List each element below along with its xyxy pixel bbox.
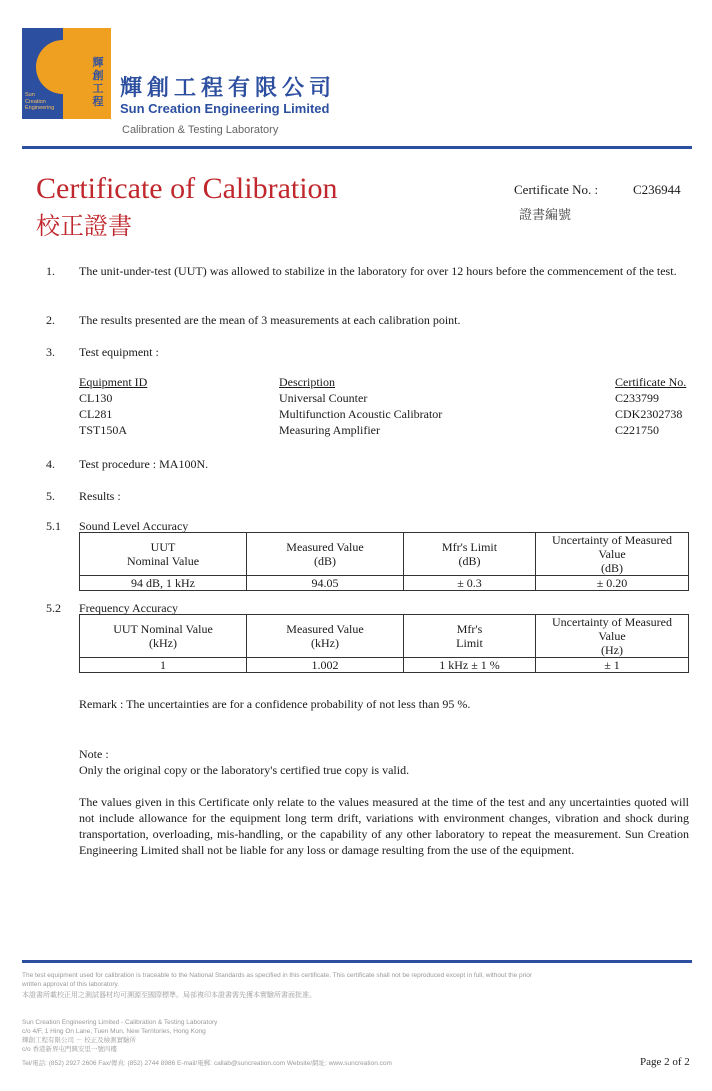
certificate-no-value: C236944	[633, 182, 681, 197]
equipment-id-header: Equipment ID	[79, 375, 148, 389]
header-cell: Mfr's Limit	[404, 615, 536, 658]
logo-caption: Sun Creation Engineering	[25, 92, 55, 111]
certificate-title-cn: 校正證書	[36, 212, 132, 240]
table-cell: 1.002	[247, 658, 404, 673]
table-cell: 1	[80, 658, 247, 673]
section-5-2-number: 5.2	[46, 601, 61, 615]
header-cell: Uncertainty of Measured Value (Hz)	[536, 615, 689, 658]
item-2-text: The results presented are the mean of 3 measurements at each calibration point.	[79, 313, 461, 327]
frequency-table	[79, 614, 689, 673]
note-paragraph: The values given in this Certificate only relate to the values measured at the time of the test and any uncertainties quoted will not include allowance for the equipment long term drift, variations with environment changes, vibration and shock during transportation, overloading, mis-handling, or the capability of any other laboratory to repeat the measurement. Sun Creation Engineering Limited shall not be liable for any loss or damage resulting from the use of the equipment.	[79, 795, 689, 857]
note-line: Only the original copy or the laboratory's certified true copy is valid.	[79, 763, 410, 777]
footer-disclaimer-1: The test equipment used for calibration is traceable to the National Standards as specified in this certificate. This certificate shall not be reproduced except in full, without the prior	[22, 972, 533, 979]
footer-address-1: Sun Creation Engineering Limited - Calibration & Testing Laboratory	[22, 1019, 218, 1026]
footer-contact: Tel/電話: (852) 2927 2606 Fax/傳真: (852) 2744 8986 E-mail/電郵: callab@suncreation.com Website/網址: www.suncreation.com	[22, 1060, 392, 1067]
footer-divider	[22, 960, 692, 963]
section-5-1-title: Sound Level Accuracy	[79, 519, 189, 533]
logo-circle	[36, 40, 90, 94]
equipment-description: Universal Counter	[279, 391, 368, 405]
footer-address-3: 輝創工程有限公司 － 校正及檢測實驗所	[22, 1037, 137, 1044]
footer-disclaimer-2: written approval of this laboratory.	[22, 981, 120, 988]
header-cell: Measured Value (kHz)	[247, 615, 404, 658]
equipment-certificate-column	[615, 374, 686, 438]
item-4-number: 4.	[46, 457, 55, 471]
section-5-1-number: 5.1	[46, 519, 61, 533]
header-cell: UUT Nominal Value	[80, 533, 247, 576]
logo-vertical-text: 輝創工程	[92, 56, 104, 108]
equipment-description-header: Description	[279, 375, 335, 389]
company-name-en: Sun Creation Engineering Limited	[120, 101, 330, 116]
item-1-text: The unit-under-test (UUT) was allowed to stabilize in the laboratory for over 12 hours before the commencement of the test.	[79, 264, 677, 278]
section-5-2-title: Frequency Accuracy	[79, 601, 178, 615]
table-cell: ± 1	[536, 658, 689, 673]
table-cell: 1 kHz ± 1 %	[404, 658, 536, 673]
header-divider	[22, 146, 692, 149]
equipment-description: Measuring Amplifier	[279, 423, 380, 437]
certificate-no-label: Certificate No. :	[514, 182, 599, 197]
page-number: Page 2 of 2	[640, 1056, 690, 1068]
item-5-text: Results :	[79, 489, 121, 503]
table-cell: 94 dB, 1 kHz	[80, 576, 247, 591]
table-cell: 94.05	[247, 576, 404, 591]
table-row	[80, 658, 689, 673]
item-1-number: 1.	[46, 264, 55, 278]
item-5-number: 5.	[46, 489, 55, 503]
footer-disclaimer-cn: 本證書所載校正用之測試器材均可溯源至國際標準。局部複印本證書需先獲本實驗所書面批准。	[22, 992, 316, 999]
equipment-certificate-header: Certificate No.	[615, 375, 687, 389]
company-name-cn: 輝創工程有限公司	[120, 76, 337, 101]
equipment-description-column	[279, 374, 442, 438]
header-cell: UUT Nominal Value (kHz)	[80, 615, 247, 658]
equipment-id: CL281	[79, 407, 113, 421]
item-2-number: 2.	[46, 313, 55, 327]
footer-address-2: c/o 4/F, 1 Hing On Lane, Tuen Mun, New Territories, Hong Kong	[22, 1028, 206, 1035]
equipment-id: TST150A	[79, 423, 127, 437]
equipment-description: Multifunction Acoustic Calibrator	[279, 407, 443, 421]
note-label: Note :	[79, 747, 109, 761]
sound-level-table	[79, 532, 689, 591]
equipment-certificate: C221750	[615, 423, 660, 437]
item-3-text: Test equipment :	[79, 345, 159, 359]
equipment-certificate: CDK2302738	[615, 407, 683, 421]
header-cell: Mfr's Limit (dB)	[404, 533, 536, 576]
remark: Remark : The uncertainties are for a confidence probability of not less than 95 %.	[79, 697, 471, 711]
table-row	[80, 576, 689, 591]
header-cell: Measured Value (dB)	[247, 533, 404, 576]
item-3-number: 3.	[46, 345, 55, 359]
equipment-id: CL130	[79, 391, 113, 405]
table-cell: ± 0.20	[536, 576, 689, 591]
certificate-title: Certificate of Calibration	[36, 172, 338, 205]
footer-address-4: c/o 香港新界屯門興安里一號四樓	[22, 1046, 117, 1053]
certificate-no-label-cn: 證書編號	[519, 207, 572, 222]
equipment-id-column	[79, 374, 147, 438]
table-header-row	[80, 533, 689, 576]
company-logo	[22, 28, 111, 119]
item-4-text: Test procedure : MA100N.	[79, 457, 209, 471]
table-cell: ± 0.3	[404, 576, 536, 591]
equipment-certificate: C233799	[615, 391, 660, 405]
header-cell: Uncertainty of Measured Value (dB)	[536, 533, 689, 576]
table-header-row	[80, 615, 689, 658]
lab-name: Calibration & Testing Laboratory	[122, 124, 279, 136]
